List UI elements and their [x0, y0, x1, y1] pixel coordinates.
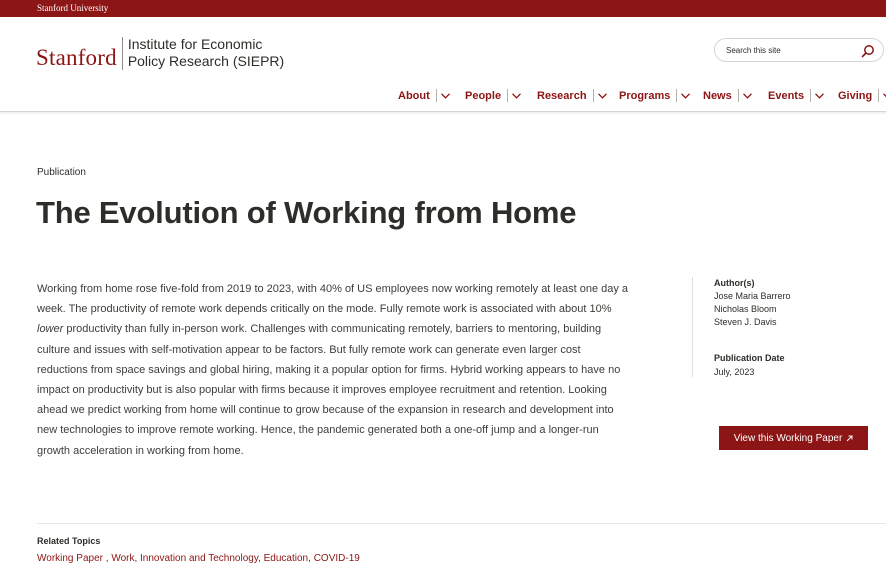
page-title: The Evolution of Working from Home — [36, 195, 577, 230]
topic-link-working-paper[interactable]: Working Paper — [37, 553, 103, 564]
stanford-university-link[interactable]: Stanford University — [37, 3, 109, 13]
site-brand[interactable] — [36, 36, 284, 71]
header-shadow — [0, 112, 886, 115]
search-icon[interactable] — [861, 44, 875, 58]
publication-date-heading: Publication Date — [714, 353, 785, 363]
topic-link-work-innovation-technology[interactable]: Work, Innovation and Technology — [111, 553, 259, 564]
institute-name-line1: Institute for Economic — [127, 36, 263, 52]
institute-name-line2: Policy Research (SIEPR) — [127, 53, 285, 69]
top-bar — [0, 0, 886, 17]
nav-item-news[interactable]: News — [703, 89, 752, 102]
view-working-paper-button[interactable] — [719, 426, 868, 450]
author-name: Nicholas Bloom — [714, 304, 777, 314]
nav-item-events[interactable]: Events — [768, 89, 824, 102]
related-topics-heading: Related Topics — [37, 536, 101, 546]
section-divider — [37, 523, 886, 524]
content-type-label: Publication — [37, 167, 86, 178]
institute-name[interactable] — [128, 36, 284, 70]
publication-abstract: Working from home rose five-fold from 2019 to 2023, with 40% of US employees now working remotely at least one day a week. The productivity of remote work depends critically on the mode. Fully remote work is associated with about 10% lower productivity than fully in-person work. Challenges with communicating remotely, barriers to mentoring, building culture and issues with self-motivation appear to be factors. But fully remote work can generate even larger cost reductions from space savings and global hiring, making it a popular option for firms. Hybrid working appears to have no impact on productivity but is also popular with firms because it improves employee recruitment and retention. Looking ahead we predict working from home will continue to grow because of the expansion in research and development into new technologies to improve remote working. Hence, the pandemic generated both a one-off jump and a longer-run growth acceleration in working from home. — [37, 283, 629, 457]
topic-link-covid-19[interactable]: COVID-19 — [313, 553, 360, 564]
chevron-down-icon[interactable] — [743, 93, 752, 99]
nav-item-giving[interactable]: Giving — [838, 89, 886, 102]
stanford-wordmark[interactable]: Stanford — [36, 45, 117, 70]
chevron-down-icon[interactable] — [512, 93, 521, 99]
chevron-down-icon[interactable] — [681, 93, 690, 99]
author-name: Steven J. Davis — [714, 317, 777, 327]
nav-item-research[interactable]: Research — [537, 89, 607, 102]
publication-date: July, 2023 — [714, 367, 755, 377]
nav-item-about[interactable]: About — [398, 89, 450, 102]
search-box — [714, 38, 884, 62]
authors-heading: Author(s) — [714, 278, 755, 288]
search-input[interactable] — [726, 46, 851, 55]
chevron-down-icon[interactable] — [441, 93, 450, 99]
external-link-arrow-icon — [846, 435, 853, 442]
chevron-down-icon[interactable] — [815, 93, 824, 99]
publication-date-block — [714, 353, 785, 379]
related-topics-list: Working Paper , Work, Innovation and Technology, Education, COVID-19 — [37, 553, 360, 564]
author-name: Jose Maria Barrero — [714, 291, 791, 301]
topic-link-education[interactable]: Education — [263, 553, 309, 564]
chevron-down-icon[interactable] — [598, 93, 607, 99]
nav-item-programs[interactable]: Programs — [619, 89, 690, 102]
brand-divider — [122, 37, 123, 70]
nav-item-people[interactable]: People — [465, 89, 521, 102]
view-working-paper-label: View this Working Paper — [733, 432, 843, 444]
main-nav — [0, 84, 886, 108]
